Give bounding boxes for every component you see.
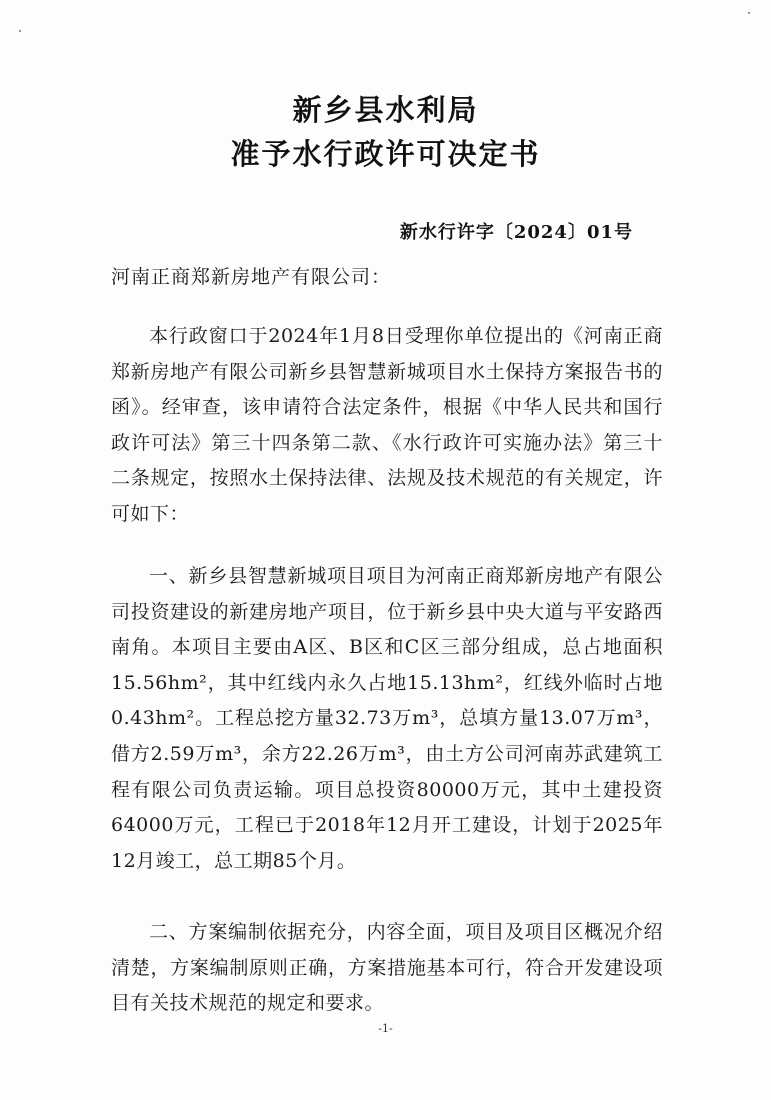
addressee: 河南正商郑新房地产有限公司： — [111, 266, 392, 288]
scan-speck — [19, 30, 21, 32]
paragraph-project-overview: 一、新乡县智慧新城项目项目为河南正商郑新房地产有限公司投资建设的新建房地产项目，位于新乡县中央大道与平安路西南角。本项目主要由A区、B区和C区三部分组成，总占地面积15.56hm²，其中红线内永久占地15.13hm²，红线外临时占地0.43hm²。工程总挖方量32.73万m³，总填方量13.07万m³，借方2.59万m³，余方22.26万m³，由土方公司河南苏武建筑工程有限公司负责运输。项目总投资80000万元，其中土建投资64000万元，工程已于2018年12月开工建设，计划于2025年12月竣工，总工期85个月。 — [111, 565, 663, 872]
document-title-agency: 新乡县水利局 — [292, 93, 479, 127]
paragraph-plan-assessment: 二、方案编制依据充分，内容全面，项目及项目区概况介绍清楚，方案编制原则正确，方案措施基本可行，符合开发建设项目有关技术规范的规定和要求。 — [111, 921, 663, 1015]
document-number: 新水行许字〔2024〕01号 — [399, 222, 633, 243]
page-number: -1- — [378, 1022, 393, 1035]
paragraph-acceptance: 本行政窗口于2024年1月8日受理你单位提出的《河南正商郑新房地产有限公司新乡县智慧新城项目水土保持方案报告书的函》。经审查，该申请符合法定条件，根据《中华人民共和国行政许可法》第三十四条第二款、《水行政许可实施办法》第三十二条规定，按照水土保持法律、法规及技术规范的有关规定，许可如下： — [111, 325, 663, 525]
document-title-decision: 准予水行政许可决定书 — [230, 137, 541, 171]
scan-speck — [748, 12, 750, 14]
